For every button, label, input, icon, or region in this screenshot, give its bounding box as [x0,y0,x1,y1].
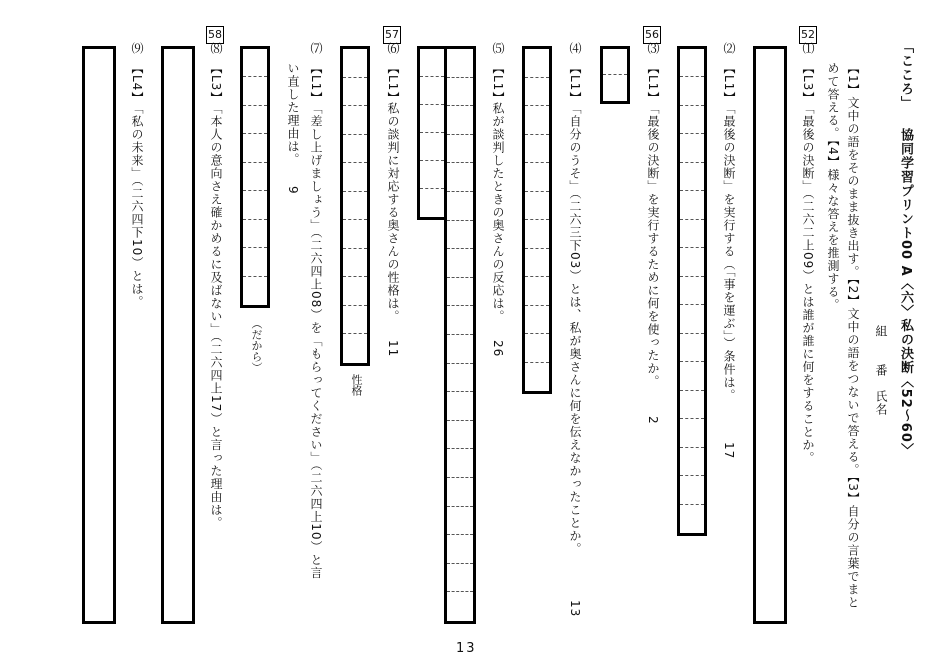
answer-cell[interactable] [447,478,473,507]
answer-cell[interactable] [525,78,549,107]
answer-cell[interactable] [447,535,473,564]
answer-grid-q4[interactable] [522,46,552,394]
question-4-count: 13 [568,600,582,618]
answer-cell[interactable] [447,335,473,364]
answer-cell[interactable] [447,49,473,78]
answer-cell[interactable] [680,419,704,447]
answer-cell[interactable] [243,77,267,105]
answer-cell[interactable] [243,191,267,219]
answer-cell[interactable] [343,249,367,278]
question-4-num: ⑷ [568,42,582,55]
answer-cell[interactable] [447,306,473,335]
question-1-level: 【L3】 [801,62,815,105]
answer-cell[interactable] [447,564,473,593]
answer-cell[interactable] [420,133,444,161]
answer-cell[interactable] [447,392,473,421]
answer-cell[interactable] [525,106,549,135]
answer-cell[interactable] [447,278,473,307]
answer-cell[interactable] [525,277,549,306]
answer-grid-q5[interactable] [444,46,476,624]
answer-cell[interactable] [447,135,473,164]
answer-cell[interactable] [680,391,704,419]
answer-cell[interactable] [243,106,267,134]
answer-cell[interactable] [343,49,367,78]
answer-cell[interactable] [680,77,704,105]
question-8-level: 【L3】 [209,62,223,105]
question-8-num: ⑻ [209,42,223,55]
answer-box-q8[interactable] [161,46,195,624]
answer-cell[interactable] [680,448,704,476]
question-6-count: 11 [386,340,400,358]
answer-cell[interactable] [420,189,444,217]
title-bracket: 「こころ」 [898,40,913,110]
question-2-level: 【L1】 [722,62,736,105]
answer-cell[interactable] [447,221,473,250]
answer-cell[interactable] [243,220,267,248]
answer-cell[interactable] [343,334,367,363]
answer-cell[interactable] [447,192,473,221]
answer-cell[interactable] [447,421,473,450]
page-number: 13 [456,641,477,656]
answer-cell[interactable] [525,334,549,363]
answer-cell[interactable] [243,134,267,162]
answer-cell[interactable] [343,106,367,135]
answer-cell[interactable] [447,507,473,536]
answer-cell[interactable] [420,49,444,77]
question-2-num: ⑵ [722,42,736,55]
answer-cell[interactable] [343,277,367,306]
answer-cell[interactable] [447,249,473,278]
answer-box-q1[interactable] [753,46,787,624]
question-2-count: 17 [722,442,736,460]
question-6-num: ⑹ [386,42,400,55]
answer-cell[interactable] [680,106,704,134]
answer-cell[interactable] [680,163,704,191]
answer-cell[interactable] [447,163,473,192]
question-7-count: 9 [286,186,300,195]
hint-seikaku: 性格 [350,374,363,396]
answer-cell[interactable] [680,191,704,219]
answer-cell[interactable] [447,78,473,107]
question-1-num: ⑴ [801,42,815,55]
answer-cell[interactable] [343,163,367,192]
answer-cell[interactable] [680,248,704,276]
answer-cell[interactable] [420,77,444,105]
answer-cell[interactable] [447,449,473,478]
answer-box-q9[interactable] [82,46,116,624]
question-7-num: ⑺ [309,42,323,55]
question-5-count: 26 [491,340,505,358]
answer-cell[interactable] [447,364,473,393]
answer-cell[interactable] [680,476,704,504]
answer-cell[interactable] [680,305,704,333]
answer-cell[interactable] [525,192,549,221]
answer-cell[interactable] [525,249,549,278]
answer-cell[interactable] [243,277,267,305]
instructions-line-1: 【1】文中の語をそのまま抜き出す。【2】文中の語をつないで答える。【3】自分の言葉でまと [846,62,860,609]
section-number-56: 56 [643,26,661,44]
question-7-text: 「差し上げましょう」（二六四上08）を「もらってください」（二六四上10）と言 [309,102,323,580]
answer-cell[interactable] [343,306,367,335]
answer-cell[interactable] [603,75,627,101]
answer-cell[interactable] [680,277,704,305]
question-4-text: 「自分のうそ」（二六三下03）とは、私が奥さんに何を伝えなかったことか。 [568,102,582,556]
question-5-level: 【L1】 [491,62,505,105]
question-7-text-2: い直した理由は。 [286,62,300,166]
answer-cell[interactable] [343,220,367,249]
question-8-text: 「本人の意向さえ確かめるに及ばない」（二六四上17）と言った理由は。 [209,102,223,530]
answer-cell[interactable] [680,362,704,390]
answer-cell[interactable] [680,505,704,533]
instructions-line-2: めて答える。【4】様々な答えを推測する。 [826,62,840,312]
answer-cell[interactable] [243,49,267,77]
question-3-num: ⑶ [646,42,660,55]
section-number-58: 58 [206,26,224,44]
answer-cell[interactable] [525,220,549,249]
question-3-count: 2 [646,416,660,425]
answer-cell[interactable] [243,163,267,191]
section-number-52: 52 [799,26,817,44]
question-4-level: 【L1】 [568,62,582,105]
answer-grid-q6[interactable] [340,46,370,366]
answer-cell[interactable] [525,363,549,392]
answer-cell[interactable] [525,49,549,78]
question-6-level: 【L1】 [386,62,400,105]
question-2-text: 「最後の決断」を実行する（「事を運ぶ」）条件は。 [722,102,736,402]
question-6-text: 私の談判に対応する奥さんの性格は。 [386,102,400,323]
page-title: 協同学習プリント00 A〈六〉私の決断〈52〜60〉 [898,128,913,457]
answer-grid-q5-extension[interactable] [417,46,447,220]
answer-cell[interactable] [603,49,627,75]
hint-dakara: （だから） [250,318,263,373]
answer-cell[interactable] [343,192,367,221]
answer-cell[interactable] [680,49,704,77]
question-3-text: 「最後の決断」を実行するために何を使ったか。 [646,102,660,388]
answer-cell[interactable] [680,220,704,248]
answer-cell[interactable] [525,306,549,335]
answer-cell[interactable] [525,163,549,192]
class-fields: 組 番 氏名 [874,325,888,416]
answer-cell[interactable] [420,105,444,133]
question-1-text: 「最後の決断」（二六二上09）とは誰が誰に何をすることか。 [801,102,815,465]
answer-cell[interactable] [680,134,704,162]
answer-cell[interactable] [447,592,473,621]
question-5-num: ⑸ [491,42,505,55]
answer-grid-q2[interactable] [677,46,707,536]
answer-grid-q7[interactable] [240,46,270,308]
answer-cell[interactable] [680,334,704,362]
answer-cell[interactable] [343,78,367,107]
answer-grid-q3[interactable] [600,46,630,104]
answer-cell[interactable] [420,161,444,189]
question-3-level: 【L1】 [646,62,660,105]
question-5-text: 私が談判したときの奥さんの反応は。 [491,102,505,323]
question-9-text: 「私の未来」（二六四下10）とは。 [130,102,144,309]
answer-cell[interactable] [343,135,367,164]
answer-cell[interactable] [525,135,549,164]
answer-cell[interactable] [243,248,267,276]
question-9-level: 【L4】 [130,62,144,105]
answer-cell[interactable] [447,106,473,135]
question-7-level: 【L1】 [309,62,323,105]
section-number-57: 57 [383,26,401,44]
question-9-num: ⑼ [130,42,144,55]
